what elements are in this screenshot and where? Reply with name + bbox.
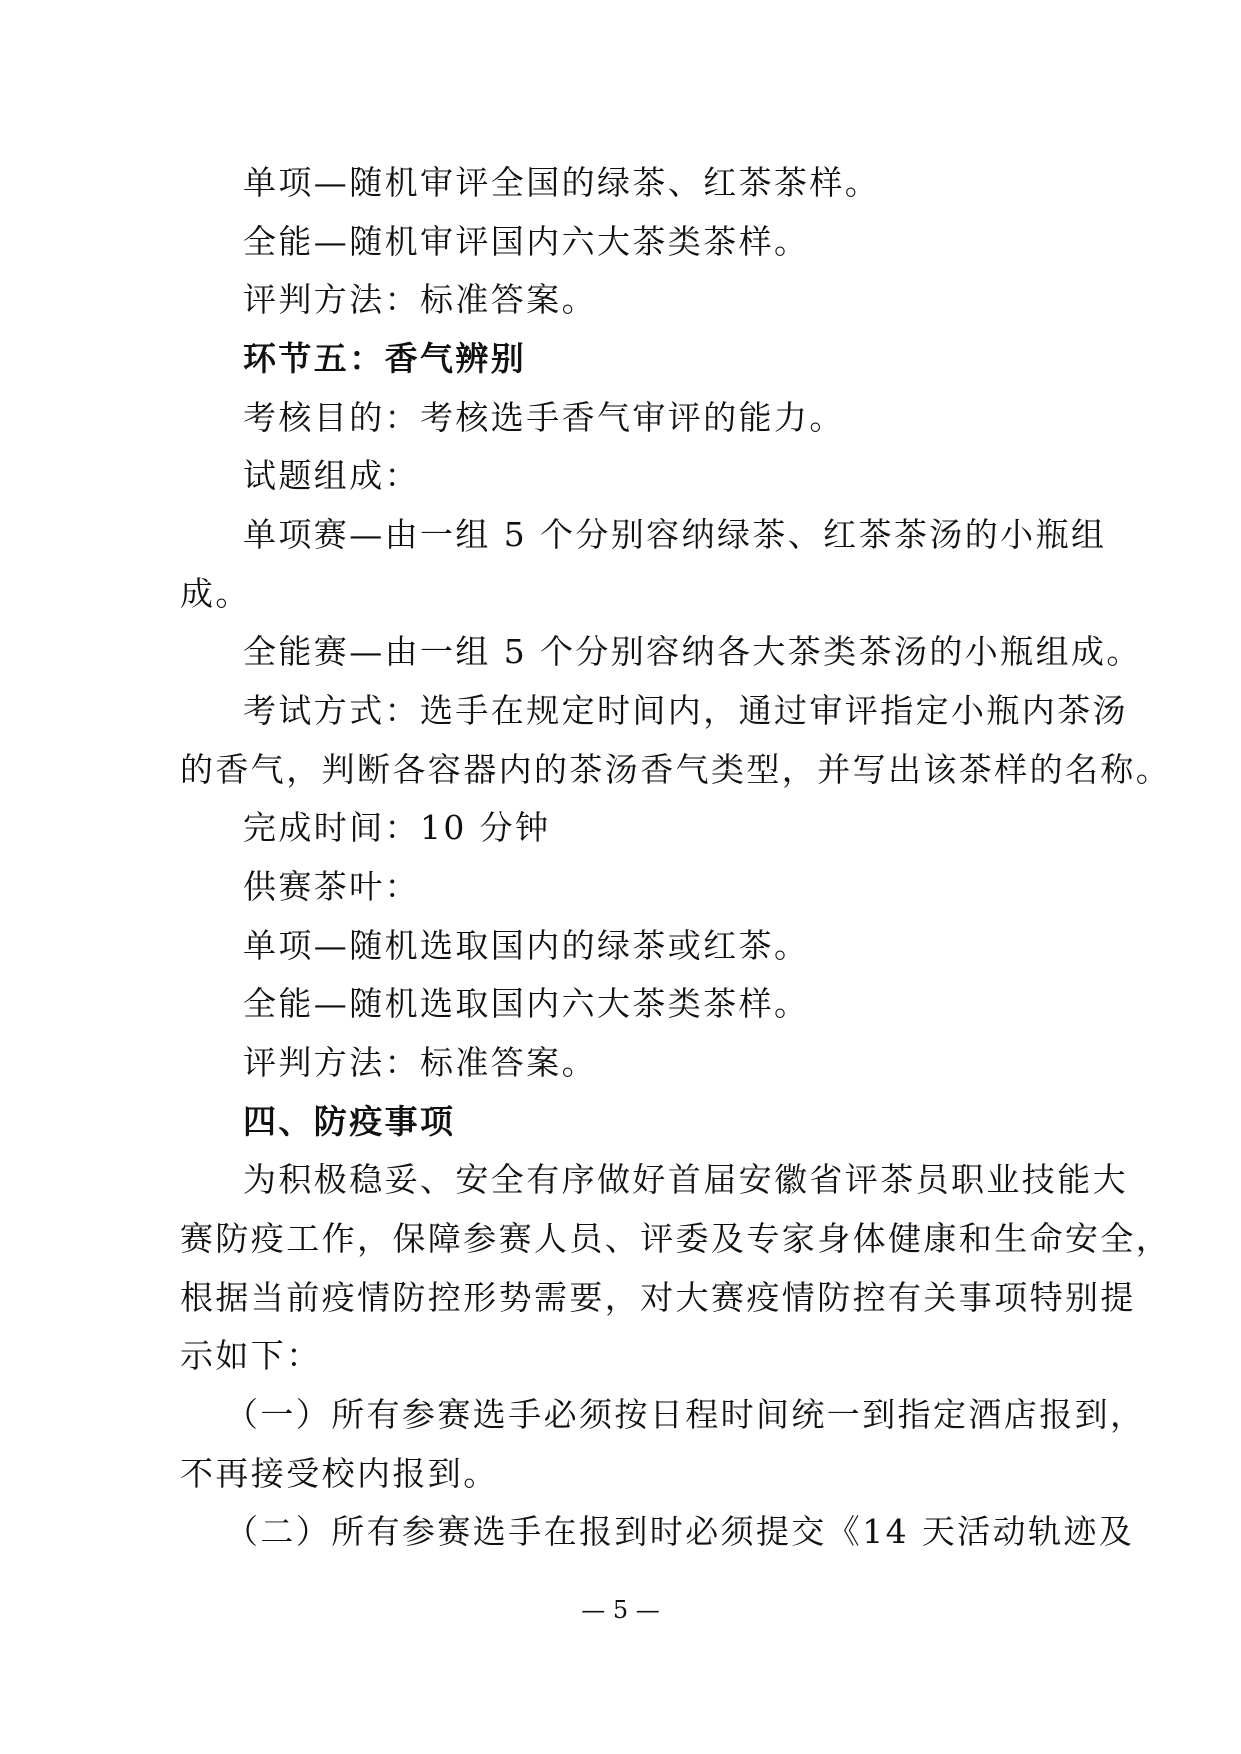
text-line: 试题组成： — [243, 456, 420, 495]
page-number: — 5 — — [581, 1596, 660, 1624]
text-line: 单项—随机选取国内的绿茶或红茶。 — [243, 926, 810, 965]
text-line: 根据当前疫情防控形势需要，对大赛疫情防控有关事项特别提 — [180, 1278, 1136, 1317]
text-line: 单项赛—由一组 5 个分别容纳绿茶、红茶茶汤的小瓶组 — [243, 515, 1107, 554]
text-line: 供赛茶叶： — [243, 867, 420, 906]
text-line: 考试方式：选手在规定时间内，通过审评指定小瓶内茶汤 — [243, 691, 1128, 730]
text-line: 完成时间：10 分钟 — [243, 808, 551, 847]
text-line: 全能—随机选取国内六大茶类茶样。 — [243, 984, 810, 1023]
text-line: 全能赛—由一组 5 个分别容纳各大茶类茶汤的小瓶组成。 — [243, 632, 1142, 671]
text-line: 评判方法：标准答案。 — [243, 1043, 597, 1082]
text-line: （一）所有参赛选手必须按日程时间统一到指定酒店报到， — [225, 1395, 1146, 1434]
text-line: 考核目的：考核选手香气审评的能力。 — [243, 398, 845, 437]
text-line: 成。 — [180, 574, 251, 613]
text-line: 赛防疫工作，保障参赛人员、评委及专家身体健康和生命安全， — [180, 1219, 1172, 1258]
text-line: 全能—随机审评国内六大茶类茶样。 — [243, 222, 810, 261]
text-line: 为积极稳妥、安全有序做好首届安徽省评茶员职业技能大 — [243, 1160, 1128, 1199]
section-heading: 环节五：香气辨别 — [243, 339, 527, 378]
section-heading: 四、防疫事项 — [243, 1102, 456, 1141]
text-line: 评判方法：标准答案。 — [243, 280, 597, 319]
text-line: 不再接受校内报到。 — [180, 1454, 499, 1493]
text-line: 单项—随机审评全国的绿茶、红茶茶样。 — [243, 163, 881, 202]
text-line: 的香气，判断各容器内的茶汤香气类型，并写出该茶样的名称。 — [180, 750, 1172, 789]
text-line: （二）所有参赛选手在报到时必须提交《14 天活动轨迹及 — [225, 1512, 1135, 1551]
text-line: 示如下： — [180, 1336, 322, 1375]
